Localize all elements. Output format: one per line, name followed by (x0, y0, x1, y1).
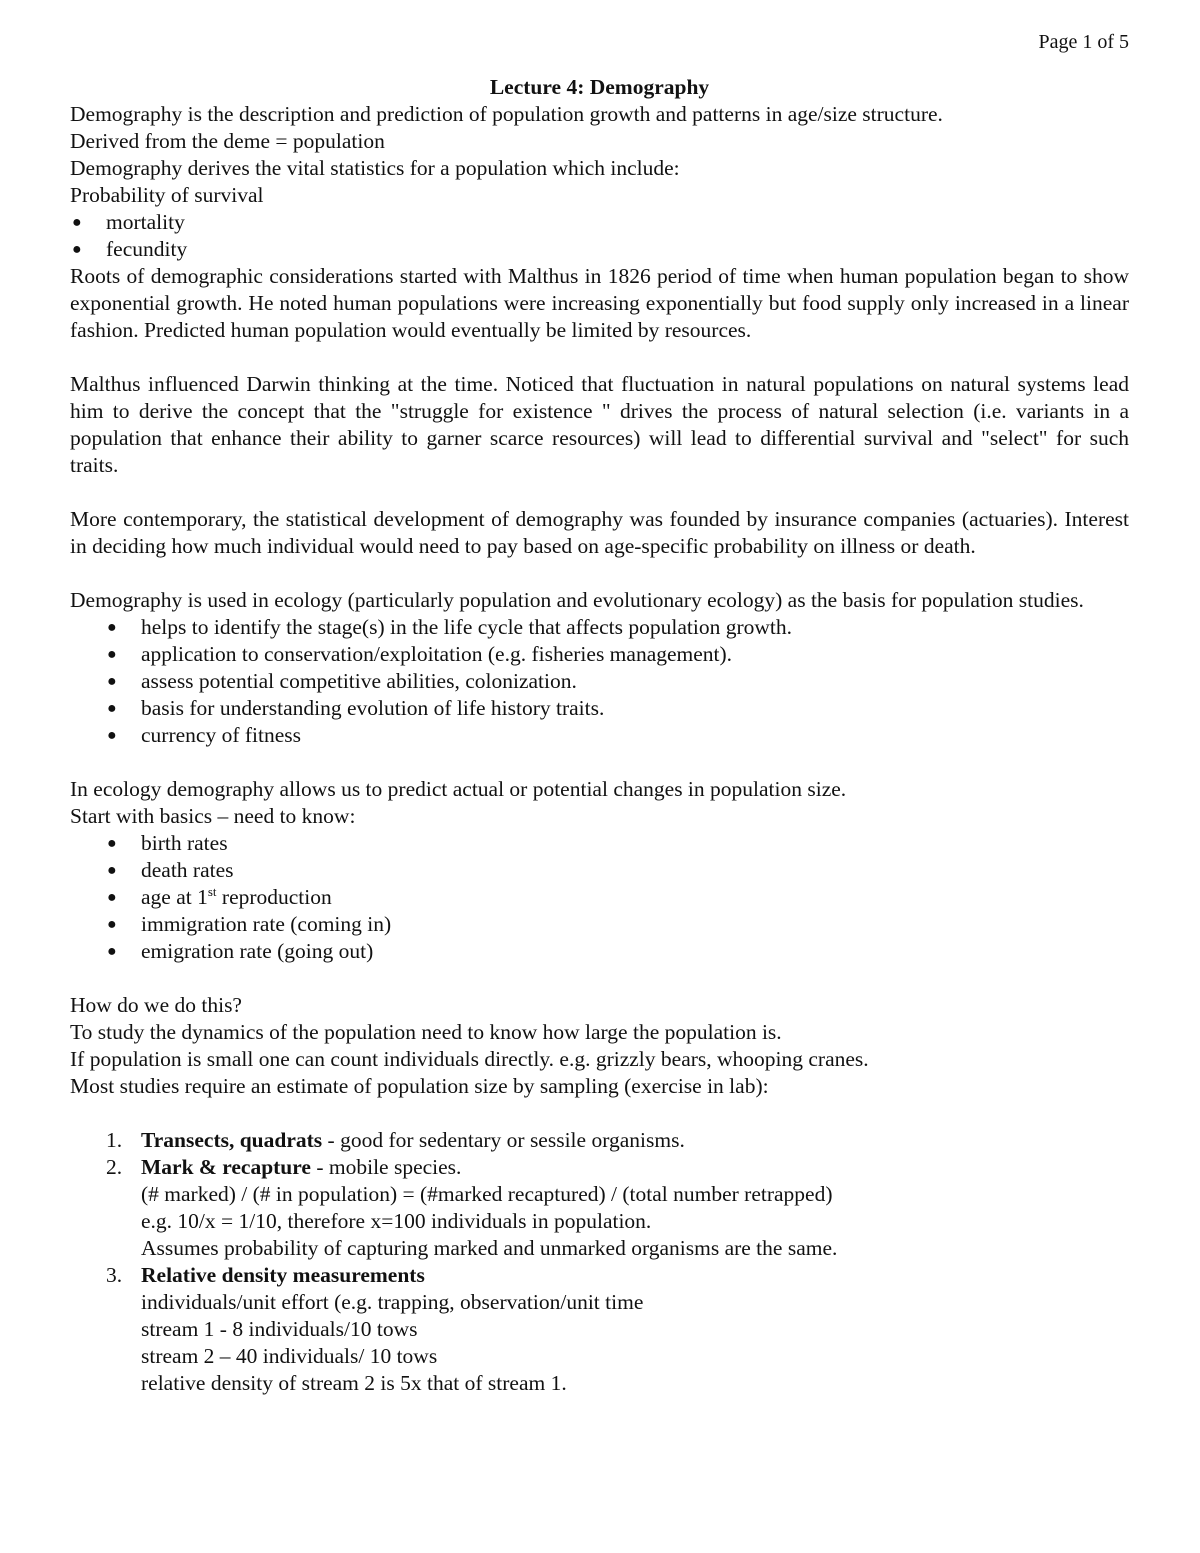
ordinal-suffix: st (207, 883, 217, 899)
paragraph-ecology-use: Demography is used in ecology (particularly population and evolutionary ecology) as the basis for population studies. (70, 588, 1084, 612)
method-description: - mobile species. (310, 1155, 462, 1179)
age-text-rest: reproduction (216, 885, 332, 909)
intro-line-1: Demography is the description and prediction of population growth and patterns in age/size structure. (70, 102, 943, 126)
paragraph-malthus-roots: Roots of demographic considerations started with Malthus in 1826 period of time when human population began to show exponential growth. He noted human populations were increasing exponentially but food supply only increased in a linear fashion. Predicted human population would eventually be limited by resources. (70, 264, 1129, 342)
list-item: ● currency of fitness (70, 722, 1129, 749)
list-item: ● application to conservation/exploitation (e.g. fisheries management). (70, 641, 1129, 668)
methods-list (70, 1127, 1129, 1397)
paragraph-insurance: More contemporary, the statistical development of demography was founded by insurance companies (actuaries). Interest in deciding how much individual would need to pay based on age-specific probability on illness or death. (70, 507, 1129, 558)
intro-line-4: Probability of survival (70, 183, 264, 207)
intro-line-3: Demography derives the vital statistics for a population which include: (70, 156, 680, 180)
how-line-4: Most studies require an estimate of population size by sampling (exercise in lab): (70, 1074, 769, 1098)
method-title: Mark & recapture (141, 1155, 311, 1179)
method-item (70, 1127, 1129, 1154)
method-item (70, 1262, 1129, 1397)
method-title: Transects, quadrats (141, 1128, 323, 1152)
age-text: age at 1 (141, 885, 208, 909)
list-item: ● immigration rate (coming in) (70, 911, 1129, 938)
method-detail-line: (# marked) / (# in population) = (#marked recaptured) / (total number retrapped) (141, 1182, 833, 1206)
how-line-1: How do we do this? (70, 993, 242, 1017)
method-detail-line: e.g. 10/x = 1/10, therefore x=100 individuals in population. (141, 1209, 652, 1233)
ecology-list (70, 614, 1129, 749)
page-number: Page 1 of 5 (1038, 31, 1129, 53)
method-detail-line: relative density of stream 2 is 5x that of stream 1. (141, 1371, 567, 1395)
method-title: Relative density measurements (141, 1263, 425, 1287)
list-item: ● assess potential competitive abilities, colonization. (70, 668, 1129, 695)
list-item: ● birth rates (70, 830, 1129, 857)
list-item: ● death rates (70, 857, 1129, 884)
method-detail-line: individuals/unit effort (e.g. trapping, observation/unit time (141, 1290, 644, 1314)
method-detail-line: Assumes probability of capturing marked and unmarked organisms are the same. (141, 1236, 838, 1260)
method-detail-line: stream 1 - 8 individuals/10 tows (141, 1317, 418, 1341)
list-item: ● helps to identify the stage(s) in the life cycle that affects population growth. (70, 614, 1129, 641)
method-description: - good for sedentary or sessile organisms. (322, 1128, 685, 1152)
survival-list (70, 209, 1129, 263)
how-line-2: To study the dynamics of the population need to know how large the population is. (70, 1020, 782, 1044)
list-item: ● basis for understanding evolution of life history traits. (70, 695, 1129, 722)
predict-line-1: In ecology demography allows us to predict actual or potential changes in population size. (70, 777, 847, 801)
method-number: 2. (106, 1155, 123, 1179)
method-item (70, 1154, 1129, 1262)
intro-line-2: Derived from the deme = population (70, 129, 385, 153)
method-number: 1. (106, 1128, 123, 1152)
lecture-title: Lecture 4: Demography (489, 75, 710, 99)
list-item (70, 884, 1129, 911)
document-body (70, 74, 1129, 1397)
how-line-3: If population is small one can count individuals directly. e.g. grizzly bears, whooping cranes. (70, 1047, 869, 1071)
list-item: ● mortality (70, 209, 1129, 236)
list-item: ● emigration rate (going out) (70, 938, 1129, 965)
predict-line-2: Start with basics – need to know: (70, 804, 356, 828)
paragraph-darwin: Malthus influenced Darwin thinking at the time. Noticed that fluctuation in natural populations on natural systems lead him to derive the concept that the "struggle for existence " drives the process of natural selection (i.e. variants in a population that enhance their ability to garner scarce resources) will lead to differential survival and "select" for such traits. (70, 372, 1129, 477)
method-detail-line: stream 2 – 40 individuals/ 10 tows (141, 1344, 438, 1368)
basics-list (70, 830, 1129, 965)
list-item: ● fecundity (70, 236, 1129, 263)
method-number: 3. (106, 1263, 123, 1287)
